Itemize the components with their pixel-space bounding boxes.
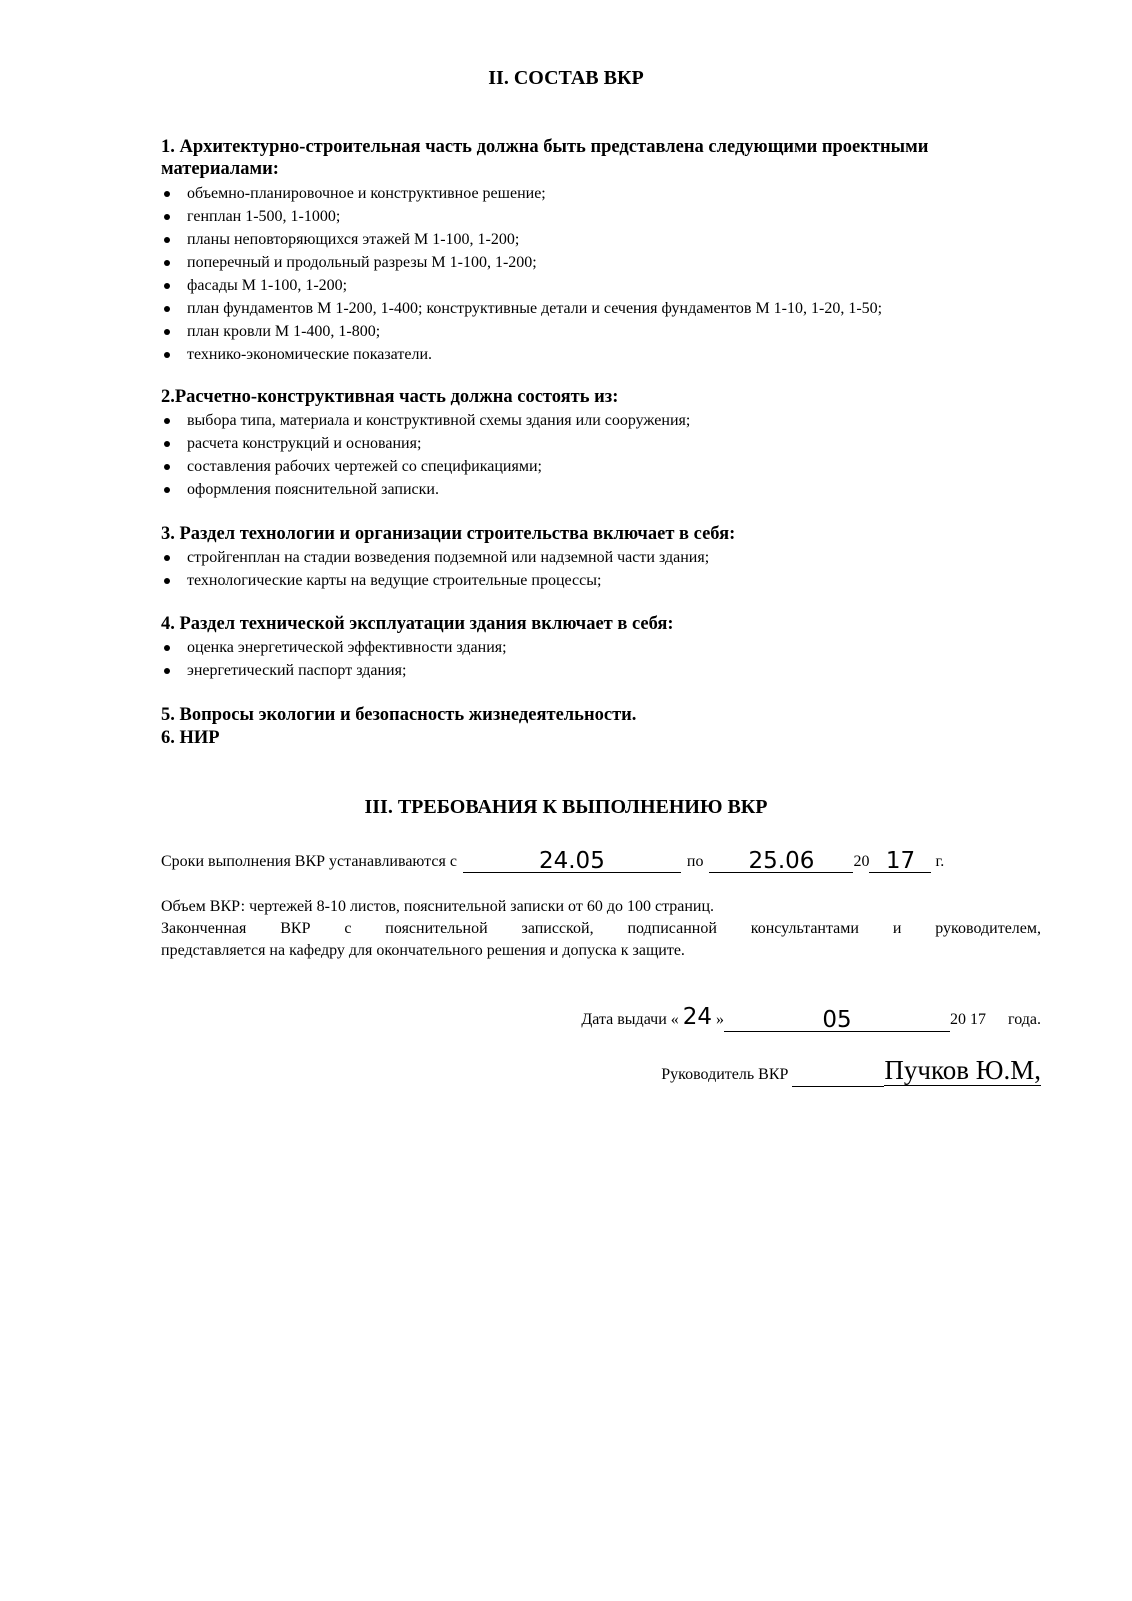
part-2-title: 2.Расчетно-конструктивная часть должна состоять из: bbox=[161, 387, 619, 407]
issue-close-quote: » bbox=[716, 1011, 725, 1028]
list-item: составления рабочих чертежей со спецификациями; bbox=[161, 455, 1041, 478]
issue-year: 17 bbox=[970, 1011, 987, 1028]
list-item: выбора типа, материала и конструктивной схемы здания или сооружения; bbox=[161, 409, 1041, 432]
list-item: генплан 1-500, 1-1000; bbox=[161, 205, 1041, 228]
issue-date-label: Дата выдачи « bbox=[581, 1011, 679, 1028]
list-item: стройгенплан на стадии возведения подземной или надземной части здания; bbox=[161, 546, 1041, 569]
part-6-title: 6. НИР bbox=[161, 728, 220, 748]
issue-day: 24 bbox=[682, 1004, 713, 1030]
part-1-title: 1. Архитектурно-строительная часть должна быть представлена следующими проектными материалами: bbox=[161, 137, 929, 179]
part-2-list bbox=[161, 409, 1041, 501]
volume-text: Объем ВКР: чертежей 8-10 листов, пояснительной записки от 60 до 100 страниц. bbox=[161, 898, 715, 915]
list-item: фасады М 1-100, 1-200; bbox=[161, 274, 1041, 297]
issue-month: 05 bbox=[724, 1009, 950, 1032]
list-item: технико-экономические показатели. bbox=[161, 343, 1041, 366]
deadline-century: 20 bbox=[853, 853, 870, 870]
list-item: план фундаментов М 1-200, 1-400; конструктивные детали и сечения фундаментов М 1-10, 1-20, 1-50; bbox=[161, 297, 1041, 320]
deadline-line bbox=[161, 850, 944, 873]
finished-text-line-1: Законченная ВКР с пояснительной записской, подписанной консультантами и руководителем, bbox=[161, 920, 1041, 937]
signature-line bbox=[792, 1068, 884, 1087]
supervisor-line bbox=[661, 1055, 1041, 1087]
supervisor-label: Руководитель ВКР bbox=[661, 1066, 789, 1083]
deadline-by-word: по bbox=[686, 853, 704, 870]
finished-text-line-2: представляется на кафедру для окончательного решения и допуска к защите. bbox=[161, 942, 685, 959]
part-4-list bbox=[161, 636, 1041, 682]
list-item: оценка энергетической эффективности здания; bbox=[161, 636, 1041, 659]
deadline-to: 25.06 bbox=[709, 850, 853, 873]
part-1-list bbox=[161, 182, 1041, 366]
deadline-from: 24.05 bbox=[463, 850, 681, 873]
deadline-prefix: Сроки выполнения ВКР устанавливаются с bbox=[161, 853, 457, 870]
section-2-title: II. СОСТАВ ВКР bbox=[488, 67, 644, 89]
issue-date-line bbox=[581, 1006, 1041, 1032]
issue-year-prefix: 20 bbox=[950, 1011, 967, 1028]
list-item: план кровли М 1-400, 1-800; bbox=[161, 320, 1041, 343]
list-item: поперечный и продольный разрезы М 1-100, 1-200; bbox=[161, 251, 1041, 274]
supervisor-name: Пучков Ю.М, bbox=[884, 1055, 1041, 1085]
section-3-title: III. ТРЕБОВАНИЯ К ВЫПОЛНЕНИЮ ВКР bbox=[364, 796, 768, 818]
part-3-title: 3. Раздел технологии и организации строительства включает в себя: bbox=[161, 524, 736, 544]
part-3-list bbox=[161, 546, 1041, 592]
issue-suffix: года. bbox=[1008, 1011, 1041, 1028]
list-item: технологические карты на ведущие строительные процессы; bbox=[161, 569, 1041, 592]
deadline-suffix: г. bbox=[935, 853, 945, 870]
part-4-title: 4. Раздел технической эксплуатации здания включает в себя: bbox=[161, 614, 674, 634]
part-5-title: 5. Вопросы экологии и безопасность жизнедеятельности. bbox=[161, 705, 637, 725]
list-item: планы неповторяющихся этажей М 1-100, 1-200; bbox=[161, 228, 1041, 251]
list-item: оформления пояснительной записки. bbox=[161, 478, 1041, 501]
list-item: энергетический паспорт здания; bbox=[161, 659, 1041, 682]
list-item: расчета конструкций и основания; bbox=[161, 432, 1041, 455]
deadline-year: 17 bbox=[869, 850, 931, 873]
list-item: объемно-планировочное и конструктивное решение; bbox=[161, 182, 1041, 205]
